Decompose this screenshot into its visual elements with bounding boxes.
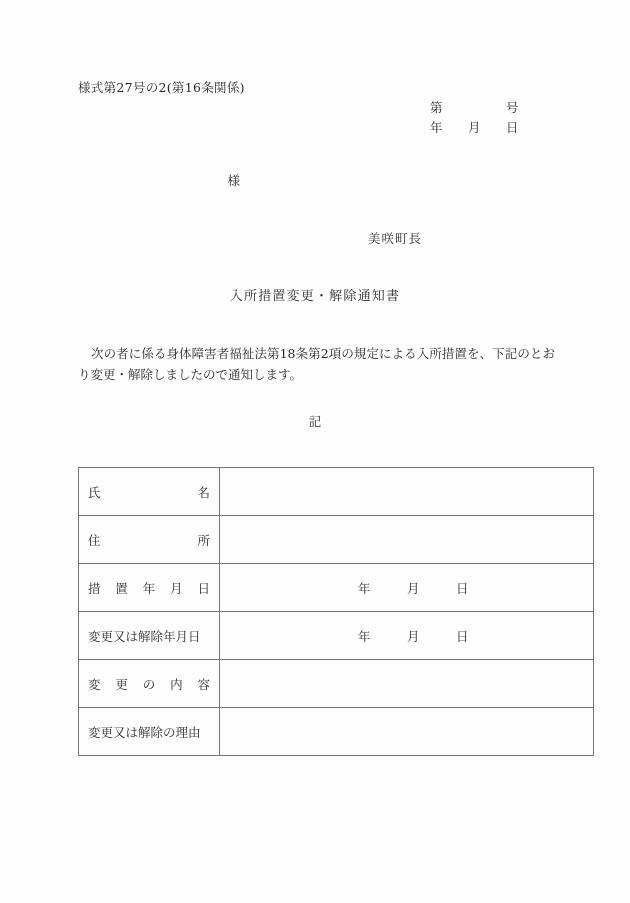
row-label-cell	[79, 708, 220, 756]
row-value-cell[interactable]	[220, 708, 594, 756]
row-value-cell[interactable]	[220, 468, 594, 516]
table-row	[79, 708, 594, 756]
document-date-row	[430, 118, 544, 138]
document-date-month-label: 月	[468, 120, 481, 135]
notification-form-table	[78, 467, 594, 756]
date-placeholder-line	[230, 627, 583, 645]
row-label: 氏名	[88, 484, 210, 500]
table-row	[79, 564, 594, 612]
document-number-unit: 号	[506, 100, 519, 115]
document-number-label: 第	[430, 100, 443, 115]
row-label: 変更又は解除年月日	[88, 628, 201, 644]
table-row	[79, 612, 594, 660]
table-body	[79, 468, 594, 756]
date-day-label: 日	[456, 628, 469, 644]
addressee-line: 様	[227, 173, 240, 188]
row-label-cell	[79, 516, 220, 564]
date-month-label: 月	[407, 628, 420, 644]
date-day-label: 日	[456, 580, 469, 596]
table-row	[79, 468, 594, 516]
row-label: 変更の内容	[88, 676, 210, 692]
row-value-cell[interactable]	[220, 660, 594, 708]
date-year-label: 年	[358, 628, 371, 644]
row-value	[230, 491, 583, 492]
form-number: 様式第27号の2(第16条関係)	[78, 80, 245, 95]
document-meta-block	[430, 98, 544, 138]
row-value-cell[interactable]	[220, 612, 594, 660]
body-paragraph: 次の者に係る身体障害者福祉法第18条第2項の規定による入所措置を、下記のとおり変更・解除しましたので通知します。	[78, 346, 555, 382]
ki-marker: 記	[308, 414, 322, 429]
row-label-cell	[79, 468, 220, 516]
date-month-label: 月	[407, 580, 420, 596]
row-label: 住所	[88, 532, 210, 548]
date-year-label: 年	[358, 580, 371, 596]
issuer-name: 美咲町長	[367, 231, 422, 246]
document-number-row	[430, 98, 544, 118]
row-value-cell[interactable]	[220, 516, 594, 564]
row-value	[230, 731, 583, 732]
row-label-cell	[79, 612, 220, 660]
row-value	[230, 539, 583, 540]
row-value-cell[interactable]	[220, 564, 594, 612]
date-placeholder-line	[230, 579, 583, 597]
table-row	[79, 516, 594, 564]
page-title: 入所措置変更・解除通知書	[229, 289, 401, 304]
row-label-cell	[79, 564, 220, 612]
row-value	[230, 683, 583, 684]
row-label-cell	[79, 660, 220, 708]
document-date-year-label: 年	[430, 120, 443, 135]
table-row	[79, 660, 594, 708]
document-date-day-label: 日	[506, 120, 519, 135]
row-label: 変更又は解除の理由	[88, 724, 201, 740]
row-label: 措置年月日	[88, 580, 210, 596]
